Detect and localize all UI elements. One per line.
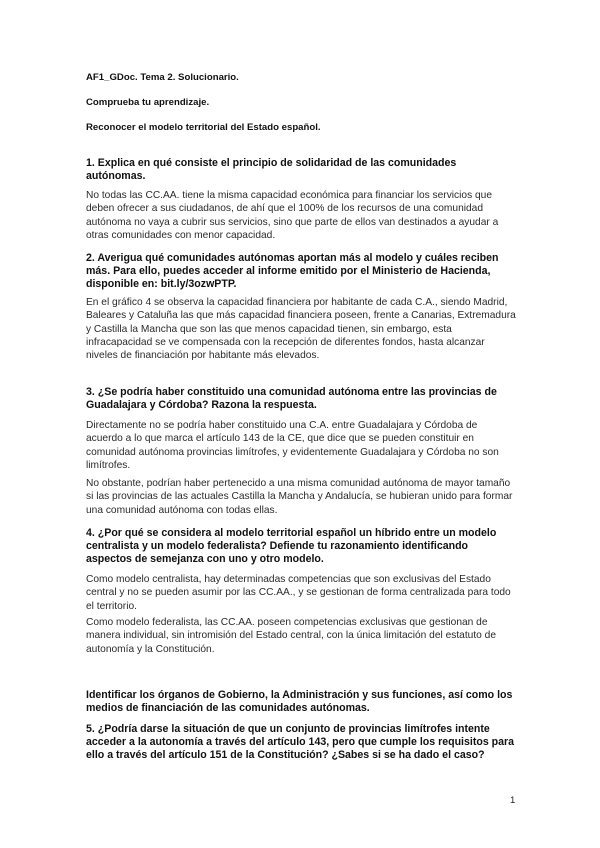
- section-heading-2: Identificar los órganos de Gobierno, la Administración y sus funciones, así como los medios de financiación de las comunidades autónomas.: [86, 689, 513, 715]
- question-5: 5. ¿Podría darse la situación de que un conjunto de provincias limítrofes intente acceder a la autonomía a través del artículo 143, pero que cumple los requisitos para ello a través del artículo 151 de la Constitución? ¿Sabes si se ha dado el caso?: [86, 723, 515, 762]
- question-3: 3. ¿Se podría haber constituido una comunidad autónoma entre las provincias de Guadalajara y Córdoba? Razona la respuesta.: [86, 386, 497, 412]
- answer-3b: No obstante, podrían haber pertenecido a una misma comunidad autónoma de mayor tamaño si las provincias de las actuales Castilla la Mancha y Andalucía, se hubieran unido para formar una comunidad autónoma con todas ellas.: [86, 478, 513, 516]
- answer-2: En el gráfico 4 se observa la capacidad financiera por habitante de cada C.A., siendo Madrid, Baleares y Cataluña las que más capacidad financiera poseen, frente a Canarias, Extremadura y Castilla la Mancha que son las que menos capacidad tienen, sin embargo, esta infracapacidad se ve compensada con la recepción de diferentes fondos, hasta alcanzar niveles de financiación por habitante más elevados.: [86, 297, 516, 362]
- question-1: 1. Explica en qué consiste el principio de solidaridad de las comunidades autónomas.: [86, 157, 457, 183]
- document-title: AF1_GDoc. Tema 2. Solucionario.: [86, 72, 239, 83]
- question-2: 2. Averigua qué comunidades autónomas aportan más al modelo y cuáles reciben más. Para ello, puedes acceder al informe emitido por el Ministerio de Hacienda, disponible en: bit.ly/3ozwPTP.: [86, 252, 499, 291]
- answer-1: No todas las CC.AA. tiene la misma capacidad económica para financiar los servicios que deben ofrecer a sus ciudadanos, de ahí que el 100% de los recursos de una comunidad autónoma no vaya a cubrir sus servicios, sino que parte de ellos van destinados a ayudar a otras comunidades con menor capacidad.: [86, 190, 499, 241]
- page-number: 1: [510, 795, 516, 806]
- document-subtitle: Comprueba tu aprendizaje.: [86, 97, 210, 108]
- section-heading: Reconocer el modelo territorial del Estado español.: [86, 122, 321, 133]
- answer-4a: Como modelo centralista, hay determinadas competencias que son exclusivas del Estado central y no se pueden asumir por las CC.AA., y se gestionan de forma centralizada para todo el territorio.: [86, 574, 511, 612]
- answer-3a: Directamente no se podría haber constituido una C.A. entre Guadalajara y Córdoba de acuerdo a lo que marca el artículo 143 de la CE, que dice que se pueden constituir en comunidad autónoma provincias limítrofes, y evidentemente Guadalajara y Córdoba no son limítrofes.: [86, 420, 499, 471]
- answer-4b: Como modelo federalista, las CC.AA. poseen competencias exclusivas que gestionan de manera individual, sin intromisión del Estado central, con la única limitación del estatuto de autonomía y la Constitución.: [86, 617, 496, 655]
- question-4: 4. ¿Por qué se considera al modelo territorial español un híbrido entre un modelo centralista y un modelo federalista? Defiende tu razonamiento identificando aspectos de semejanza con uno y otro modelo.: [86, 527, 497, 566]
